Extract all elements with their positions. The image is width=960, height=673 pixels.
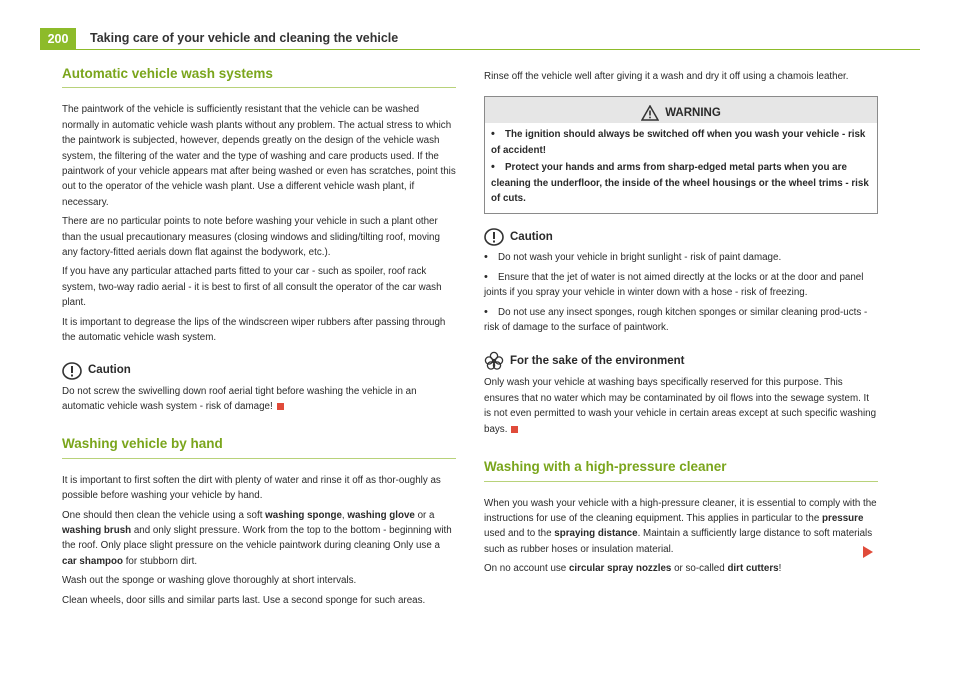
section-title-hand-wash: Washing vehicle by hand [62, 436, 456, 458]
warning-label: WARNING [665, 106, 721, 119]
caution-icon [484, 228, 504, 246]
chapter-title: Taking care of your vehicle and cleaning the vehicle [90, 31, 399, 45]
bullet-icon: • [491, 161, 495, 174]
environment-text: Only wash your vehicle at washing bays specifically reserved for this purpose. This ensures that no water which may be contaminated by oil flows into the sewage system. It is not even permitted to wash your vehicle in certain areas except at such specific washing bays. [484, 377, 877, 435]
section-title-high-pressure: Washing with a high-pressure cleaner [484, 459, 878, 481]
caution-item: • Do not wash your vehicle in bright sunlight - risk of paint damage. [484, 250, 878, 265]
flower-icon [484, 351, 504, 371]
left-column [62, 66, 456, 612]
caution-heading [62, 362, 456, 380]
caution-icon [62, 362, 82, 380]
caution-item: • Ensure that the jet of water is not aimed directly at the locks or at the door and panel joints if you spray your vehicle in winter down with a hose - risk of freezing. [484, 270, 864, 299]
caution-label: Caution [88, 363, 131, 376]
warning-item: • Protect your hands and arms from sharp-edged metal parts when you are cleaning the underfloor, the inside of the wheel housings or the wheel trims - risk of cuts. [491, 161, 869, 205]
page-number: 200 [40, 28, 76, 50]
page-header [40, 28, 920, 50]
warning-body [485, 123, 877, 213]
caution-item: • Do not use any insect sponges, rough kitchen sponges or similar cleaning prod-ucts - risk of damage to the surface of paintwork. [484, 305, 868, 334]
caution-heading [484, 228, 878, 246]
bullet-icon: • [484, 251, 488, 264]
warning-item: • The ignition should always be switched off when you wash your vehicle - risk of accident! [491, 128, 866, 156]
paragraph: It is important to degrease the lips of the windscreen wiper rubbers after passing through the automatic vehicle wash system. [62, 316, 446, 344]
environment-label: For the sake of the environment [510, 354, 685, 367]
paragraph: When you wash your vehicle with a high-pressure cleaner, it is essential to comply with the instructions for use of the cleaning equipment. This applies in particular to the pressure used and to the spraying distance. Maintain a sufficiently large distance to soft materials such as rubber hoses or insulation material. [484, 497, 877, 555]
header-rule [40, 49, 920, 50]
section-end-marker [277, 403, 284, 410]
paragraph: On no account use circular spray nozzles or so-called dirt cutters! [484, 563, 782, 575]
bullet-icon: • [491, 128, 495, 141]
bullet-icon: • [484, 305, 488, 318]
bullet-icon: • [484, 270, 488, 283]
paragraph: Clean wheels, door sills and similar parts last. Use a second sponge for such areas. [62, 594, 426, 606]
environment-heading [484, 351, 878, 371]
warning-box [484, 96, 878, 214]
paragraph: The paintwork of the vehicle is sufficiently resistant that the vehicle can be washed normally in automatic vehicle wash plants without any problem. The actual stress to which the paintwork is subjected, however, depends greatly on the design of the vehicle wash system, the filtering of the water and the type of washing and care products used. If the paintwork of your vehicle appears mat after being washed or even has scratches, point this out to the operator of the vehicle wash plant. Use a different vehicle wash plant, if necessary. [62, 104, 456, 208]
paragraph: It is important to first soften the dirt with plenty of water and rinse it off as thor-oughly as possible before washing your vehicle by hand. [62, 474, 441, 502]
right-column [484, 69, 878, 581]
warning-triangle-icon [641, 105, 659, 121]
caution-label: Caution [510, 230, 553, 243]
paragraph: One should then clean the vehicle using a soft washing sponge, washing glove or a washing brush and only slight pressure. Work from the top to the bottom - beginning with the roof. Only place slight pressure on the vehicle paintwork during cleaning Only use a car shampoo for stubborn dirt. [62, 509, 452, 567]
caution-text: Do not screw the swivelling down roof aerial tight before washing the vehicle in an automatic vehicle wash system - risk of damage! [62, 385, 417, 412]
paragraph: Wash out the sponge or washing glove thoroughly at short intervals. [62, 575, 357, 587]
paragraph: There are no particular points to note before washing your vehicle in such a plant other than the usual precautionary measures (closing windows and sliding/tilting roof, moving any factory-fitted aerials down flat against the bodywork, etc.). [62, 216, 440, 259]
warning-heading [485, 97, 877, 123]
section-title-automatic-wash: Automatic vehicle wash systems [62, 66, 456, 88]
paragraph: If you have any particular attached parts fitted to your car - such as spoiler, roof rack system, two-way radio aerial - it is best to first of all consult the operator of the car wash plant. [62, 266, 442, 309]
continue-arrow-icon [862, 546, 874, 558]
section-end-marker [511, 426, 518, 433]
paragraph: Rinse off the vehicle well after giving it a wash and dry it off using a chamois leather. [484, 71, 849, 82]
